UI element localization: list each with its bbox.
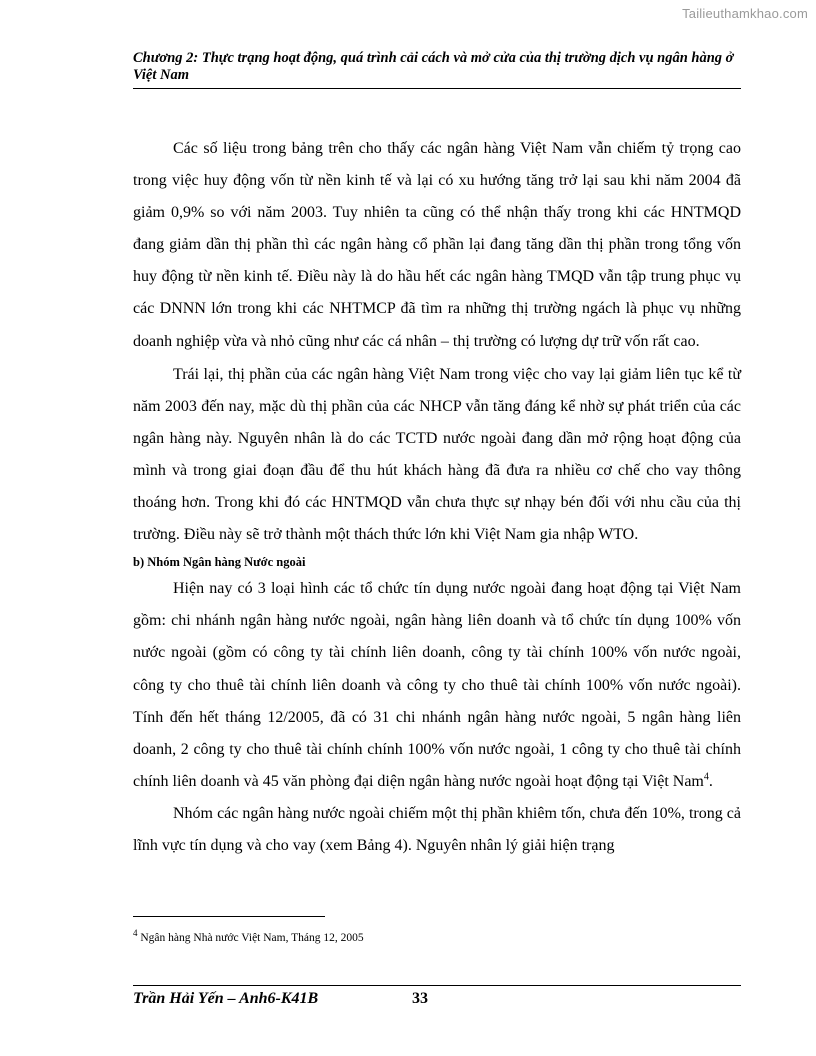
paragraph-1: Các số liệu trong bảng trên cho thấy các ngân hàng Việt Nam vẫn chiếm tỷ trọng cao trong việc huy động vốn từ nền kinh tế và lại có xu hướng tăng trở lại sau khi năm 2004 đã giảm 0,9% so với năm 2003. Tuy nhiên ta cũng có thể nhận thấy trong khi các HNTMQD đang giảm dần thị phần thì các ngân hàng cổ phần lại đang tăng dần thị phần trong tổng vốn huy động từ nền kinh tế. Điều này là do hầu hết các ngân hàng TMQD vẫn tập trung phục vụ các DNNN lớn trong khi các NHTMCP đã tìm ra những thị trường ngách là phục vụ những doanh nghiệp vừa và nhỏ cũng như các cá nhân – thị trường có lượng dự trữ vốn rất cao.	[133, 140, 741, 350]
footnote-ref[interactable]: 4	[703, 771, 709, 783]
section-heading: b) Nhóm Ngân hàng Nước ngoài	[133, 555, 306, 570]
paragraph-4: Nhóm các ngân hàng nước ngoài chiếm một thị phần khiêm tốn, chưa đến 10%, trong cả lĩnh vực tín dụng và cho vay (xem Bảng 4). Nguyên nhân lý giải hiện trạng	[133, 804, 741, 854]
header-rule	[133, 88, 741, 89]
footnote-rule	[133, 916, 325, 917]
page-footer	[133, 990, 741, 1012]
footnote	[133, 926, 364, 945]
watermark: Tailieuthamkhao.com	[682, 6, 808, 21]
paragraph-3	[133, 573, 741, 798]
paragraph-3-text: Hiện nay có 3 loại hình các tổ chức tín dụng nước ngoài đang hoạt động tại Việt Nam gồm: chi nhánh ngân hàng nước ngoài, ngân hàng liên doanh và tổ chức tín dụng 100% vốn nước ngoài (gồm có công ty tài chính liên doanh, công ty tài chính 100% vốn nước ngoài, công ty cho thuê tài chính liên doanh và công ty cho thuê tài chính 100% vốn nước ngoài). Tính đến hết tháng 12/2005, đã có 31 chi nhánh ngân hàng nước ngoài, 5 ngân hàng liên doanh, 2 công ty cho thuê tài chính chính 100% vốn nước ngoài, 1 công ty cho thuê tài chính chính liên doanh và 45 văn phòng đại diện ngân hàng nước ngoài hoạt động tại Việt Nam	[133, 580, 741, 790]
page-body	[133, 133, 741, 862]
chapter-header: Chương 2: Thực trạng hoạt động, quá trình cải cách và mở cửa của thị trường dịch vụ ngân hàng ở Việt Nam	[133, 50, 734, 83]
paragraph-3-end: .	[708, 772, 713, 790]
footnote-number: 4	[133, 928, 138, 938]
paragraph-2: Trái lại, thị phần của các ngân hàng Việt Nam trong việc cho vay lại giảm liên tục kể từ năm 2003 đến nay, mặc dù thị phần của các NHCP vẫn tăng đáng kể nhờ sự phát triển của các ngân hàng này. Nguyên nhân là do các TCTD nước ngoài đang dần mở rộng hoạt động của mình và trong giai đoạn đầu để thu hút khách hàng đã đưa ra nhiều cơ chế cho vay thông thoáng hơn. Trong khi đó các HNTMQD vẫn chưa thực sự nhạy bén đối với nhu cầu của thị trường. Điều này sẽ trở thành một thách thức lớn khi Việt Nam gia nhập WTO.	[133, 365, 741, 544]
footnote-text: Ngân hàng Nhà nước Việt Nam, Tháng 12, 2005	[140, 931, 364, 944]
footer-author: Trần Hải Yến – Anh6-K41B	[133, 990, 319, 1007]
footer-rule	[133, 985, 741, 986]
page-number: 33	[412, 990, 428, 1007]
